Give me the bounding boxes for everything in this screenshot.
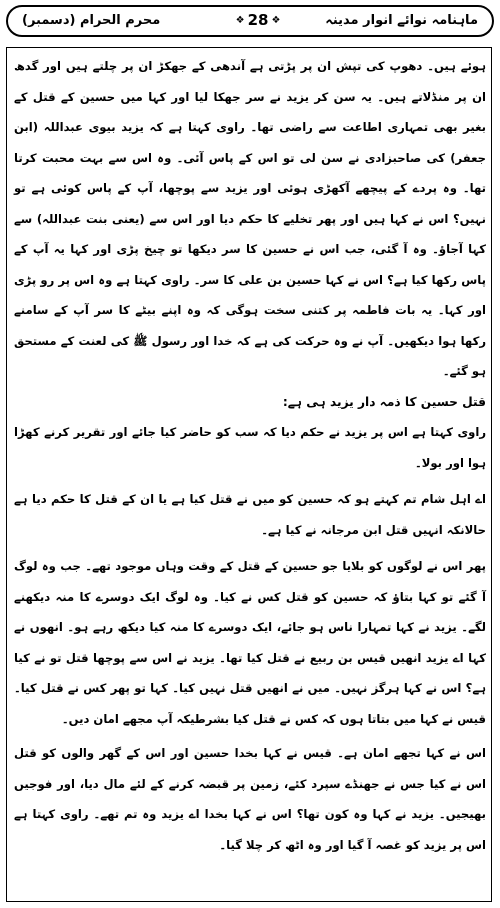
paragraph-1: ہوئے ہیں۔ دھوپ کی تپش ان پر پڑتی ہے آندھی کے جھکڑ ان پر چلتے ہیں اور گدھ ان پر منڈلاتے ہیں۔ یہ سن کر یزید نے سر جھکا لیا اور کہا میں حسین کے قتل کے بغیر بھی تمہاری اطاعت سے راضی تھا۔ راوی کہتا ہے کہ یزید بیوی عبداللہ (ابن جعفر) کی صاحبزادی نے سن لی تو اس کے پاس آئی۔ وہ اس سے بہت محبت کرتا تھا۔ وہ پردے کے پیچھے آکھڑی ہوئی اور یزید سے پوچھا، آپ کے پاس کوئی ہے تو نہیں؟ اس نے کہا ہیں اور پھر تخلیے کا حکم دیا اور اس سے (یعنی بنت عبداللہ) سے کہا آجاؤ۔ وہ آ گئی، جب اس نے حسین کا سر دیکھا تو چیخ پڑی اور کہا یہ آپ کے پاس رکھا کیا ہے؟ اس نے کہا حسین بن علی کا سر۔ راوی کہتا ہے وہ اس پر رو پڑی اور کہا۔ یہ بات فاطمہ پر کتنی سخت ہوگی کہ وہ اپنے بیٹے کا سر آپ کے سامنے رکھا ہوا دیکھیں۔ آپ نے وہ حرکت کی ہے کہ خدا اور رسول ﷺ کی لعنت کے مستحق ہو گئے۔ [14, 59, 486, 378]
section-heading: قتل حسین کا ذمہ دار یزید ہی ہے: [282, 394, 486, 409]
article-body [14, 51, 486, 860]
magazine-title: ماہنامہ نوائے انوار مدینہ [325, 13, 478, 28]
page-number: 28 [247, 11, 269, 29]
page-header [6, 5, 494, 37]
page-number-box [223, 7, 293, 34]
paragraph-3: اے اہل شام تم کہتے ہو کہ حسین کو میں نے قتل کیا ہے یا ان کے قتل کا حکم دیا ہے حالانکہ انہیں قتل ابن مرجانہ نے کیا ہے۔ [14, 492, 486, 537]
paragraph-5: اس نے کہا تجھے امان ہے۔ قیس نے کہا بخدا حسین اور اس کے گھر والوں کو قتل اس نے کیا جس نے جھنڈے سپرد کئے، زمین پر قبضہ کرنے کے لئے مال دیا، اور فوجیں بھیجیں۔ یزید نے کہا وہ کون تھا؟ اس نے کہا بخدا اے یزید وہ تم تھے۔ راوی کہتا ہے اس پر یزید کو غصہ آ گیا اور وہ اٹھ کر چلا گیا۔ [14, 746, 486, 852]
issue-date: محرم الحرام (دسمبر) [22, 13, 161, 28]
left-ornament-icon: ❖ [235, 15, 245, 26]
right-ornament-icon: ❖ [271, 15, 281, 26]
paragraph-2: راوی کہتا ہے اس پر یزید نے حکم دیا کہ سب کو حاضر کیا جائے اور تقریر کرنے کھڑا ہوا اور بولا۔ [14, 425, 486, 470]
paragraph-4: پھر اس نے لوگوں کو بلایا جو حسین کے قتل کے وقت وہاں موجود تھے۔ جب وہ لوگ آ گئے تو کہا بتاؤ کہ حسین کو قتل کس نے کیا۔ وہ لوگ ایک دوسرے کا منہ دیکھنے لگے۔ یزید نے کہا تمہارا ناس ہو جائے، ایک دوسرے کا منہ کیا دیکھ رہے ہو۔ انھوں نے کہا اے یزید انھیں قیس بن ربیع نے قتل کیا تھا۔ یزید نے اس سے پوچھا قتل تو نے کیا ہے؟ اس نے کہا ہرگز نہیں۔ میں نے انھیں قتل نہیں کیا۔ کہا تو پھر کس نے قتل کیا۔ قیس نے کہا میں بتاتا ہوں کہ کس نے قتل کیا بشرطیکہ آپ مجھے امان دیں۔ [14, 559, 486, 726]
